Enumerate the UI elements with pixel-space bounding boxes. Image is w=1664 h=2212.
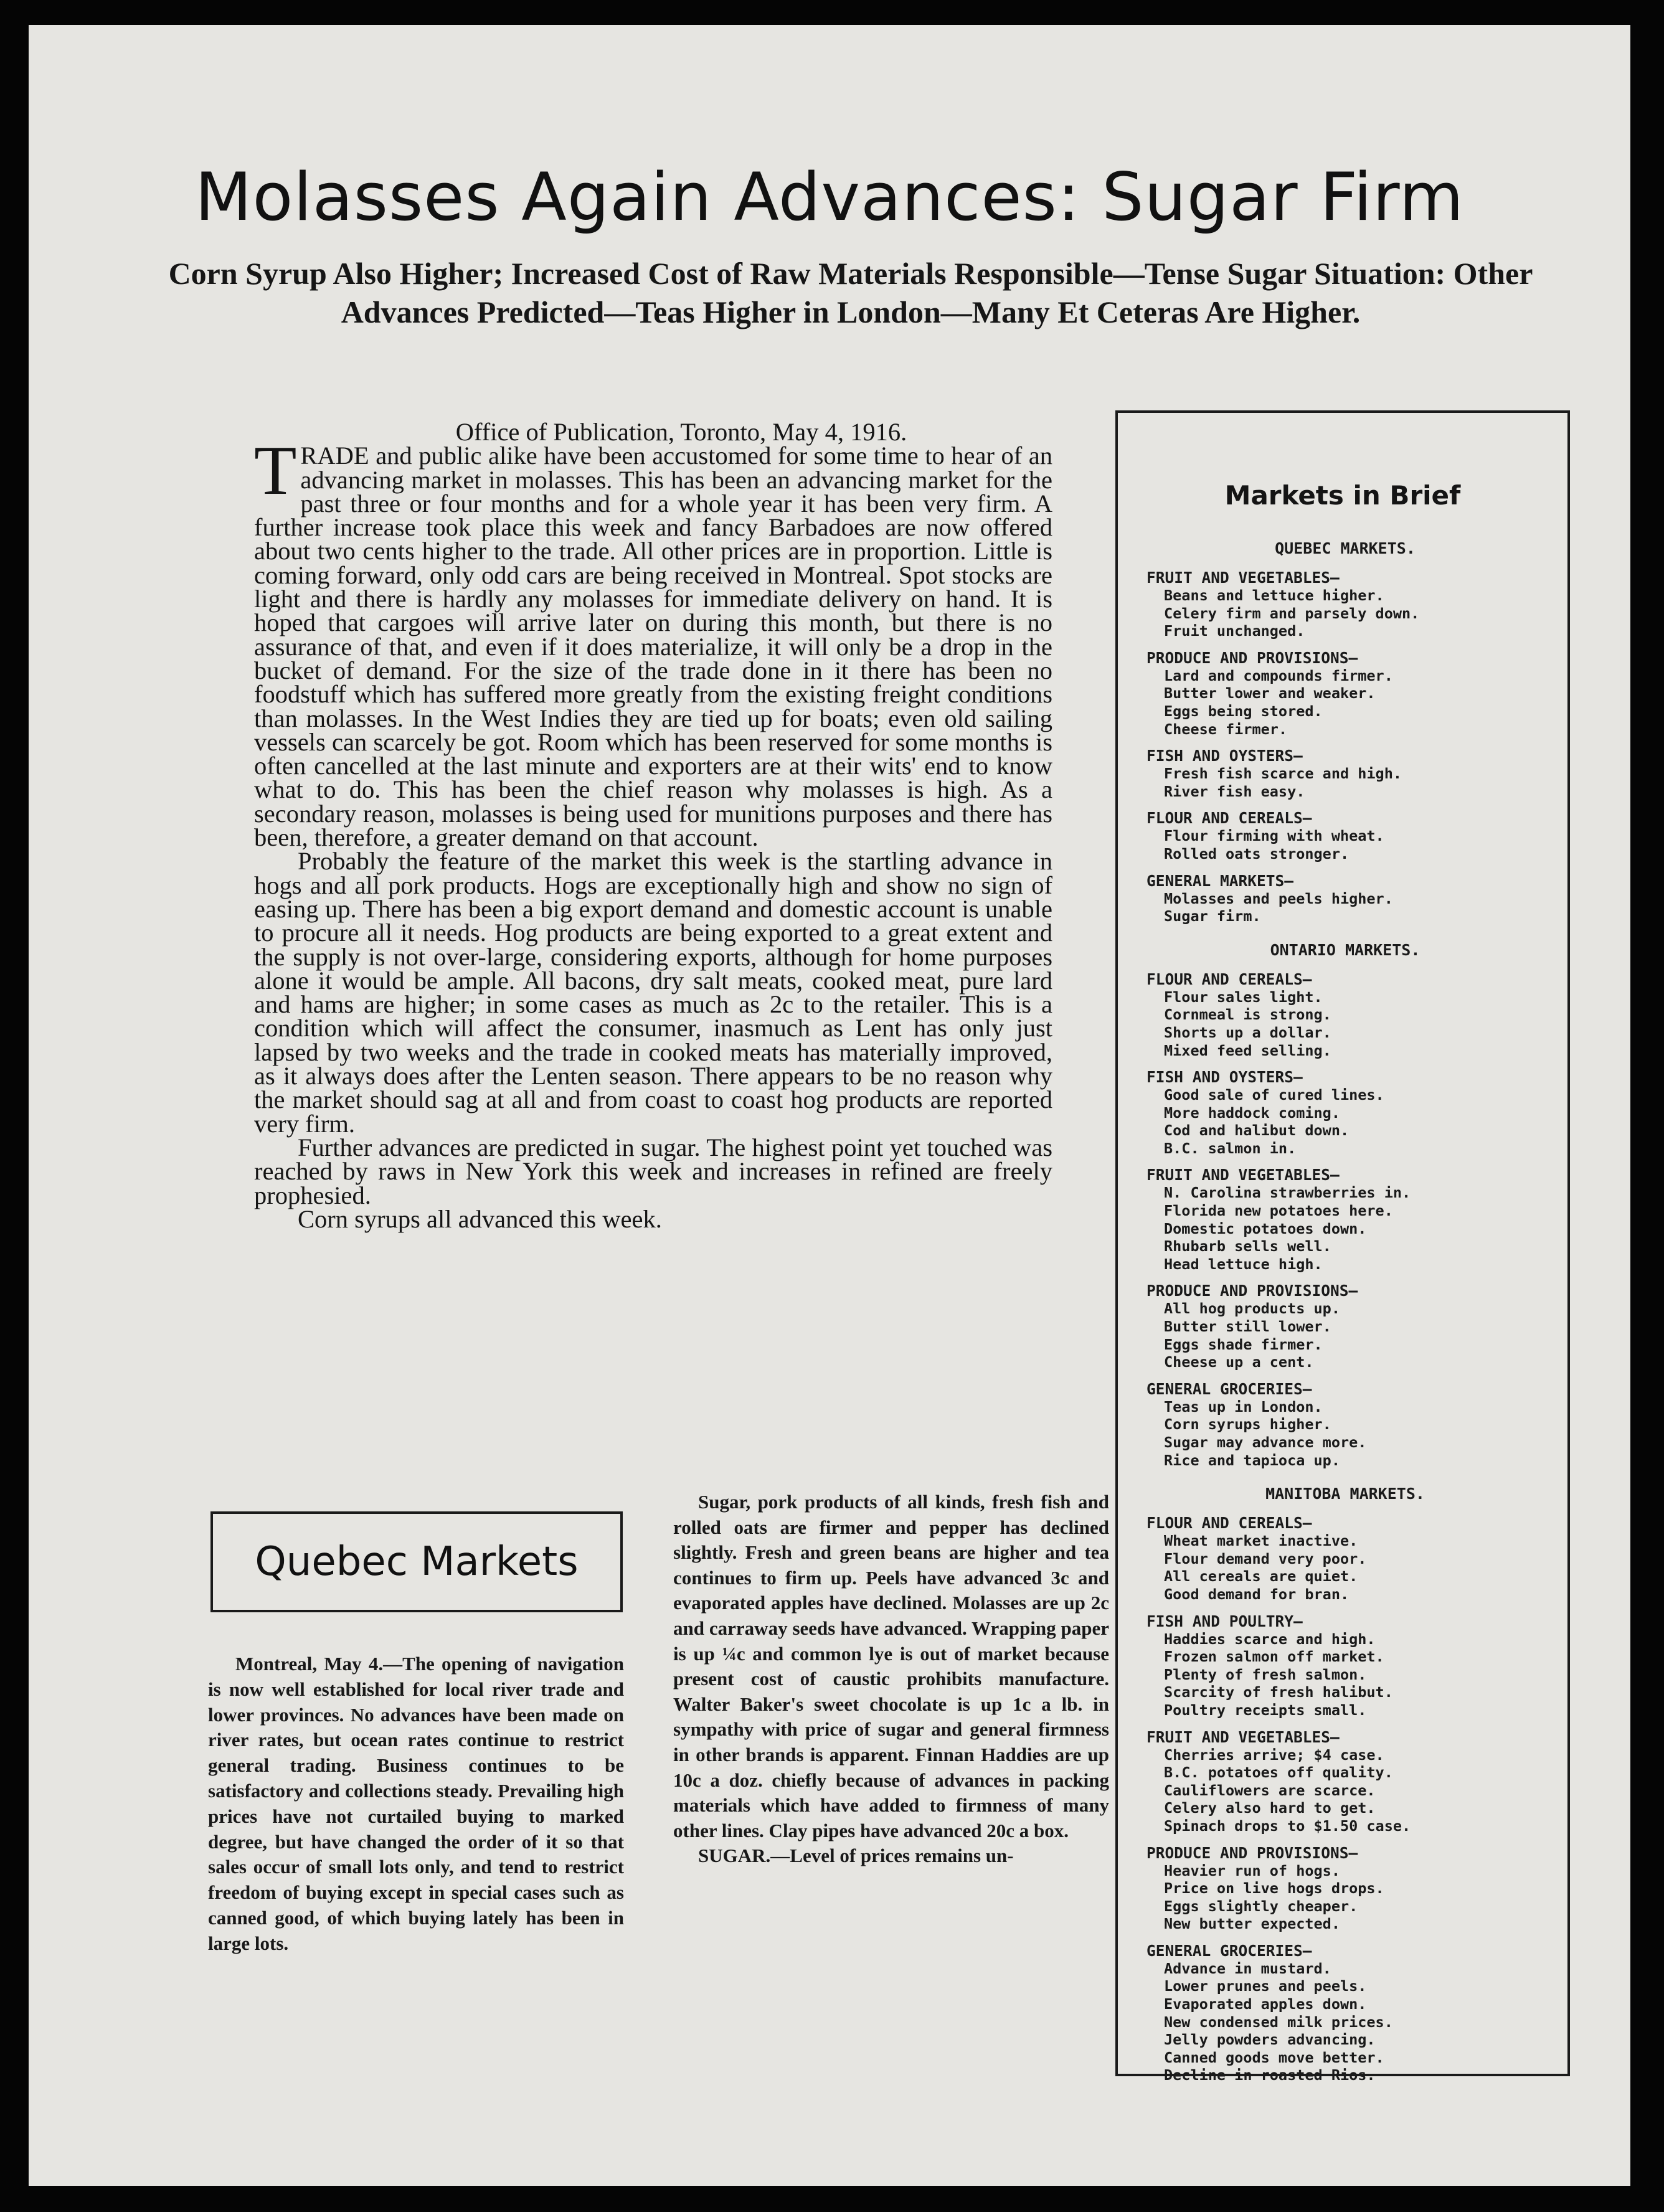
list-item: Spinach drops to $1.50 case. bbox=[1164, 1817, 1411, 1835]
article-paragraph: Probably the feature of the market this week is the startling advance in hogs and all pork products. Hogs are exceptionally high and show no sign of easing up. There has been a big export demand and domestic account is unable to procure all it needs. Hog products are being exported to a great extent and the supply is not over-large, considering exports, although for home purposes alone it would be ample. All bacons, dry salt meats, cooked meat, pure lard and hams are higher; in some cases as much as 2c to the retailer. This is a condition which will affect the consumer, inasmuch as Lent has only just lapsed by two weeks and the trade in cooked meats has materially improved, as it always does after the Lenten season. There appears to be no reason why the market should sag at all and from coast to coast hog products are reported very firm. bbox=[254, 847, 1052, 1138]
list-item: Cheese firmer. bbox=[1164, 720, 1288, 738]
list-item: Frozen salmon off market. bbox=[1164, 1648, 1384, 1666]
list-item: Fruit unchanged. bbox=[1164, 622, 1305, 640]
category-items bbox=[1146, 1862, 1562, 1933]
list-item: Florida new potatoes here. bbox=[1164, 1202, 1393, 1220]
category-label: FRUIT AND VEGETABLES— bbox=[1146, 1166, 1340, 1184]
list-item: Advance in mustard. bbox=[1164, 1959, 1331, 1977]
list-item: All cereals are quiet. bbox=[1164, 1567, 1358, 1586]
list-item: B.C. salmon in. bbox=[1164, 1139, 1297, 1157]
list-item: Head lettuce high. bbox=[1164, 1255, 1323, 1273]
list-item: Celery also hard to get. bbox=[1164, 1799, 1376, 1817]
drop-cap: T bbox=[254, 432, 297, 510]
category-items bbox=[1146, 587, 1562, 640]
dateline: Office of Publication, Toronto, May 4, 1916. bbox=[455, 418, 907, 446]
category-label: GENERAL GROCERIES— bbox=[1146, 1941, 1312, 1960]
list-item: Evaporated apples down. bbox=[1164, 1995, 1367, 2013]
list-item: More haddock coming. bbox=[1164, 1104, 1340, 1122]
list-item: All hog products up. bbox=[1164, 1300, 1340, 1318]
list-item: River fish easy. bbox=[1164, 782, 1305, 800]
article-paragraph: Further advances are predicted in sugar. The highest point yet touched was reached by raws in New York this week and increases in refined are freely prophesied. bbox=[254, 1133, 1052, 1209]
list-item: Beans and lettuce higher. bbox=[1164, 587, 1384, 604]
list-item: Good sale of cured lines. bbox=[1164, 1086, 1384, 1104]
list-item: New butter expected. bbox=[1164, 1915, 1340, 1933]
list-item: Eggs being stored. bbox=[1164, 702, 1323, 720]
list-item: Scarcity of fresh halibut. bbox=[1164, 1683, 1393, 1701]
list-item: Price on live hogs drops. bbox=[1164, 1879, 1384, 1898]
list-item: Mixed feed selling. bbox=[1164, 1041, 1331, 1059]
category-label: GENERAL GROCERIES— bbox=[1146, 1379, 1312, 1398]
list-item: Molasses and peels higher. bbox=[1164, 889, 1393, 907]
list-item: Fresh fish scarce and high. bbox=[1164, 765, 1402, 783]
category-items bbox=[1146, 1630, 1562, 1719]
list-item: Plenty of fresh salmon. bbox=[1164, 1665, 1367, 1683]
list-item: Poultry receipts small. bbox=[1164, 1701, 1367, 1719]
markets-in-brief-box bbox=[1115, 410, 1570, 2084]
category-label: PRODUCE AND PROVISIONS— bbox=[1146, 648, 1358, 667]
category-items bbox=[1146, 1746, 1562, 1835]
list-item: Cod and halibut down. bbox=[1164, 1122, 1350, 1140]
category-items bbox=[1146, 667, 1562, 738]
list-item: Teas up in London. bbox=[1164, 1397, 1323, 1416]
list-item: Haddies scarce and high. bbox=[1164, 1630, 1376, 1648]
list-item: Butter lower and weaker. bbox=[1164, 684, 1376, 702]
list-item: Eggs slightly cheaper. bbox=[1164, 1897, 1358, 1915]
list-item: Cornmeal is strong. bbox=[1164, 1006, 1331, 1024]
category-label: FISH AND POULTRY— bbox=[1146, 1612, 1303, 1630]
category-items bbox=[1146, 890, 1562, 925]
list-item: Rice and tapioca up. bbox=[1164, 1451, 1340, 1469]
list-item: Lower prunes and peels. bbox=[1164, 1977, 1367, 1995]
list-item: N. Carolina strawberries in. bbox=[1164, 1184, 1411, 1202]
list-item: Sugar firm. bbox=[1164, 907, 1261, 925]
lead-article bbox=[254, 420, 1052, 1231]
quebec-markets-title: Quebec Markets bbox=[255, 1539, 579, 1585]
list-item: Cheese up a cent. bbox=[1164, 1353, 1314, 1371]
list-item: Jelly powders advancing. bbox=[1164, 2031, 1376, 2049]
region-heading-manitoba: MANITOBA MARKETS. bbox=[1265, 1485, 1425, 1503]
region-heading-quebec: QUEBEC MARKETS. bbox=[1275, 539, 1416, 557]
list-item: Celery firm and parsely down. bbox=[1164, 604, 1420, 622]
headline: Molasses Again Advances: Sugar Firm bbox=[195, 159, 1464, 235]
category-label: FLOUR AND CEREALS— bbox=[1146, 809, 1312, 828]
list-item: Sugar may advance more. bbox=[1164, 1434, 1367, 1451]
scanned-page bbox=[29, 25, 1630, 2186]
quebec-markets-box bbox=[210, 1511, 623, 1612]
list-item: Flour firming with wheat. bbox=[1164, 827, 1384, 845]
sugar-paragraph: SUGAR.—Level of prices remains un- bbox=[698, 1845, 1014, 1867]
category-label: PRODUCE AND PROVISIONS— bbox=[1146, 1282, 1358, 1300]
category-items bbox=[1146, 988, 1562, 1059]
list-item: Wheat market inactive. bbox=[1164, 1532, 1358, 1550]
list-item: Butter still lower. bbox=[1164, 1318, 1331, 1336]
category-items bbox=[1146, 1398, 1562, 1469]
category-items bbox=[1146, 1960, 1562, 2084]
list-item: Canned goods move better. bbox=[1164, 2048, 1384, 2066]
category-label: GENERAL MARKETS— bbox=[1146, 871, 1294, 890]
list-item: Good demand for bran. bbox=[1164, 1585, 1350, 1603]
list-item: Heavier run of hogs. bbox=[1164, 1861, 1340, 1879]
category-items bbox=[1146, 1184, 1562, 1273]
list-item: Cherries arrive; $4 case. bbox=[1164, 1746, 1384, 1764]
list-item: Cauliflowers are scarce. bbox=[1164, 1781, 1376, 1799]
markets-in-brief-title: Markets in Brief bbox=[1224, 480, 1461, 511]
category-label: FLOUR AND CEREALS— bbox=[1146, 970, 1312, 988]
category-label: FLOUR AND CEREALS— bbox=[1146, 1514, 1312, 1533]
quebec-report-left: Montreal, May 4.—The opening of navigation is now well established for local river trade and lower provinces. No advances have been made on river rates, but ocean rates continue to restrict general trading. Business continues to be satisfactory and collections steady. Prevailing high prices have not curtailed buying to marked degree, but have changed the order of it so that sales occur of small lots only, and tend to restrict freedom of buying except in special cases such as canned good, of which buying lately has been in large lots. bbox=[208, 1653, 624, 1954]
category-label: FRUIT AND VEGETABLES— bbox=[1146, 569, 1340, 587]
category-label: FRUIT AND VEGETABLES— bbox=[1146, 1728, 1340, 1746]
markets-in-brief-body bbox=[1146, 537, 1562, 2084]
category-items bbox=[1146, 765, 1562, 800]
category-items bbox=[1146, 1086, 1562, 1157]
category-items bbox=[1146, 1532, 1562, 1603]
list-item: Shorts up a dollar. bbox=[1164, 1023, 1331, 1041]
list-item: Rhubarb sells well. bbox=[1164, 1237, 1331, 1255]
list-item: Domestic potatoes down. bbox=[1164, 1219, 1367, 1237]
list-item: Flour demand very poor. bbox=[1164, 1549, 1367, 1567]
list-item: Decline in roasted Rios. bbox=[1164, 2066, 1376, 2084]
category-label: FISH AND OYSTERS— bbox=[1146, 1068, 1303, 1087]
paragraph-text: RADE and public alike have been accustomed for some time to hear of an advancing market in molasses. This has been an advancing market for the past three or four months and for a whole year it has been very firm. A further increase took place this week and fancy Barbadoes are now offered about two cents higher to the trade. All other prices are in proportion. Little is coming forward, only odd cars are being received in Montreal. Spot stocks are light and there is hardly any molasses for immediate delivery on hand. It is hoped that cargoes will arrive later on during this month, but there is no assurance of that, and even if it does materialize, it will only be a drop in the bucket of demand. For the size of the trade done in it there has been no foodstuff which has suffered more greatly from the existing freight conditions than molasses. In the West Indies they are tied up for boats; even old sailing vessels can scarcely be got. Room which has been reserved for some months is often cancelled at the last minute and exporters are at their wits' end to know what to do. This has been the chief reason why molasses is high. As a secondary reason, molasses is being used for munitions purposes and there has been, therefore, a greater demand on that account. bbox=[254, 442, 1052, 852]
subheadline: Corn Syrup Also Higher; Increased Cost of Raw Materials Responsible—Tense Sugar Situation: Other Advances Predicted—Teas Higher in London—Many Et Ceteras Are Higher. bbox=[168, 256, 1533, 329]
region-heading-ontario: ONTARIO MARKETS. bbox=[1270, 940, 1421, 959]
list-item: Eggs shade firmer. bbox=[1164, 1335, 1323, 1353]
list-item: Lard and compounds firmer. bbox=[1164, 666, 1393, 684]
list-item: Corn syrups higher. bbox=[1164, 1416, 1331, 1434]
list-item: Rolled oats stronger. bbox=[1164, 844, 1350, 863]
quebec-report-paragraph: Sugar, pork products of all kinds, fresh fish and rolled oats are firmer and pepper has declined slightly. Fresh and green beans are higher and tea continues to firm up. Peels have advanced 3c and evaporated apples have declined. Molasses are up 2c and carraway seeds have advanced. Wrapping paper is up ¼c and common lye is out of market because present cost of caustic prohibits manufacture. Walter Baker's sweet chocolate is up 1c a lb. in sympathy with price of sugar and general firmness in other brands is apparent. Finnan Haddies are up 10c a doz. chiefly because of advances in packing materials which have added to firmness of many other lines. Clay pipes have advanced 20c a box. bbox=[673, 1491, 1109, 1841]
category-label: PRODUCE AND PROVISIONS— bbox=[1146, 1843, 1358, 1862]
quebec-report-right bbox=[673, 1490, 1109, 1869]
category-items bbox=[1146, 827, 1562, 863]
list-item: Flour sales light. bbox=[1164, 988, 1323, 1006]
list-item: New condensed milk prices. bbox=[1164, 2013, 1393, 2031]
category-items bbox=[1146, 1300, 1562, 1371]
list-item: B.C. potatoes off quality. bbox=[1164, 1764, 1393, 1782]
article-paragraph: Corn syrups all advanced this week. bbox=[298, 1204, 662, 1233]
category-label: FISH AND OYSTERS— bbox=[1146, 747, 1303, 765]
